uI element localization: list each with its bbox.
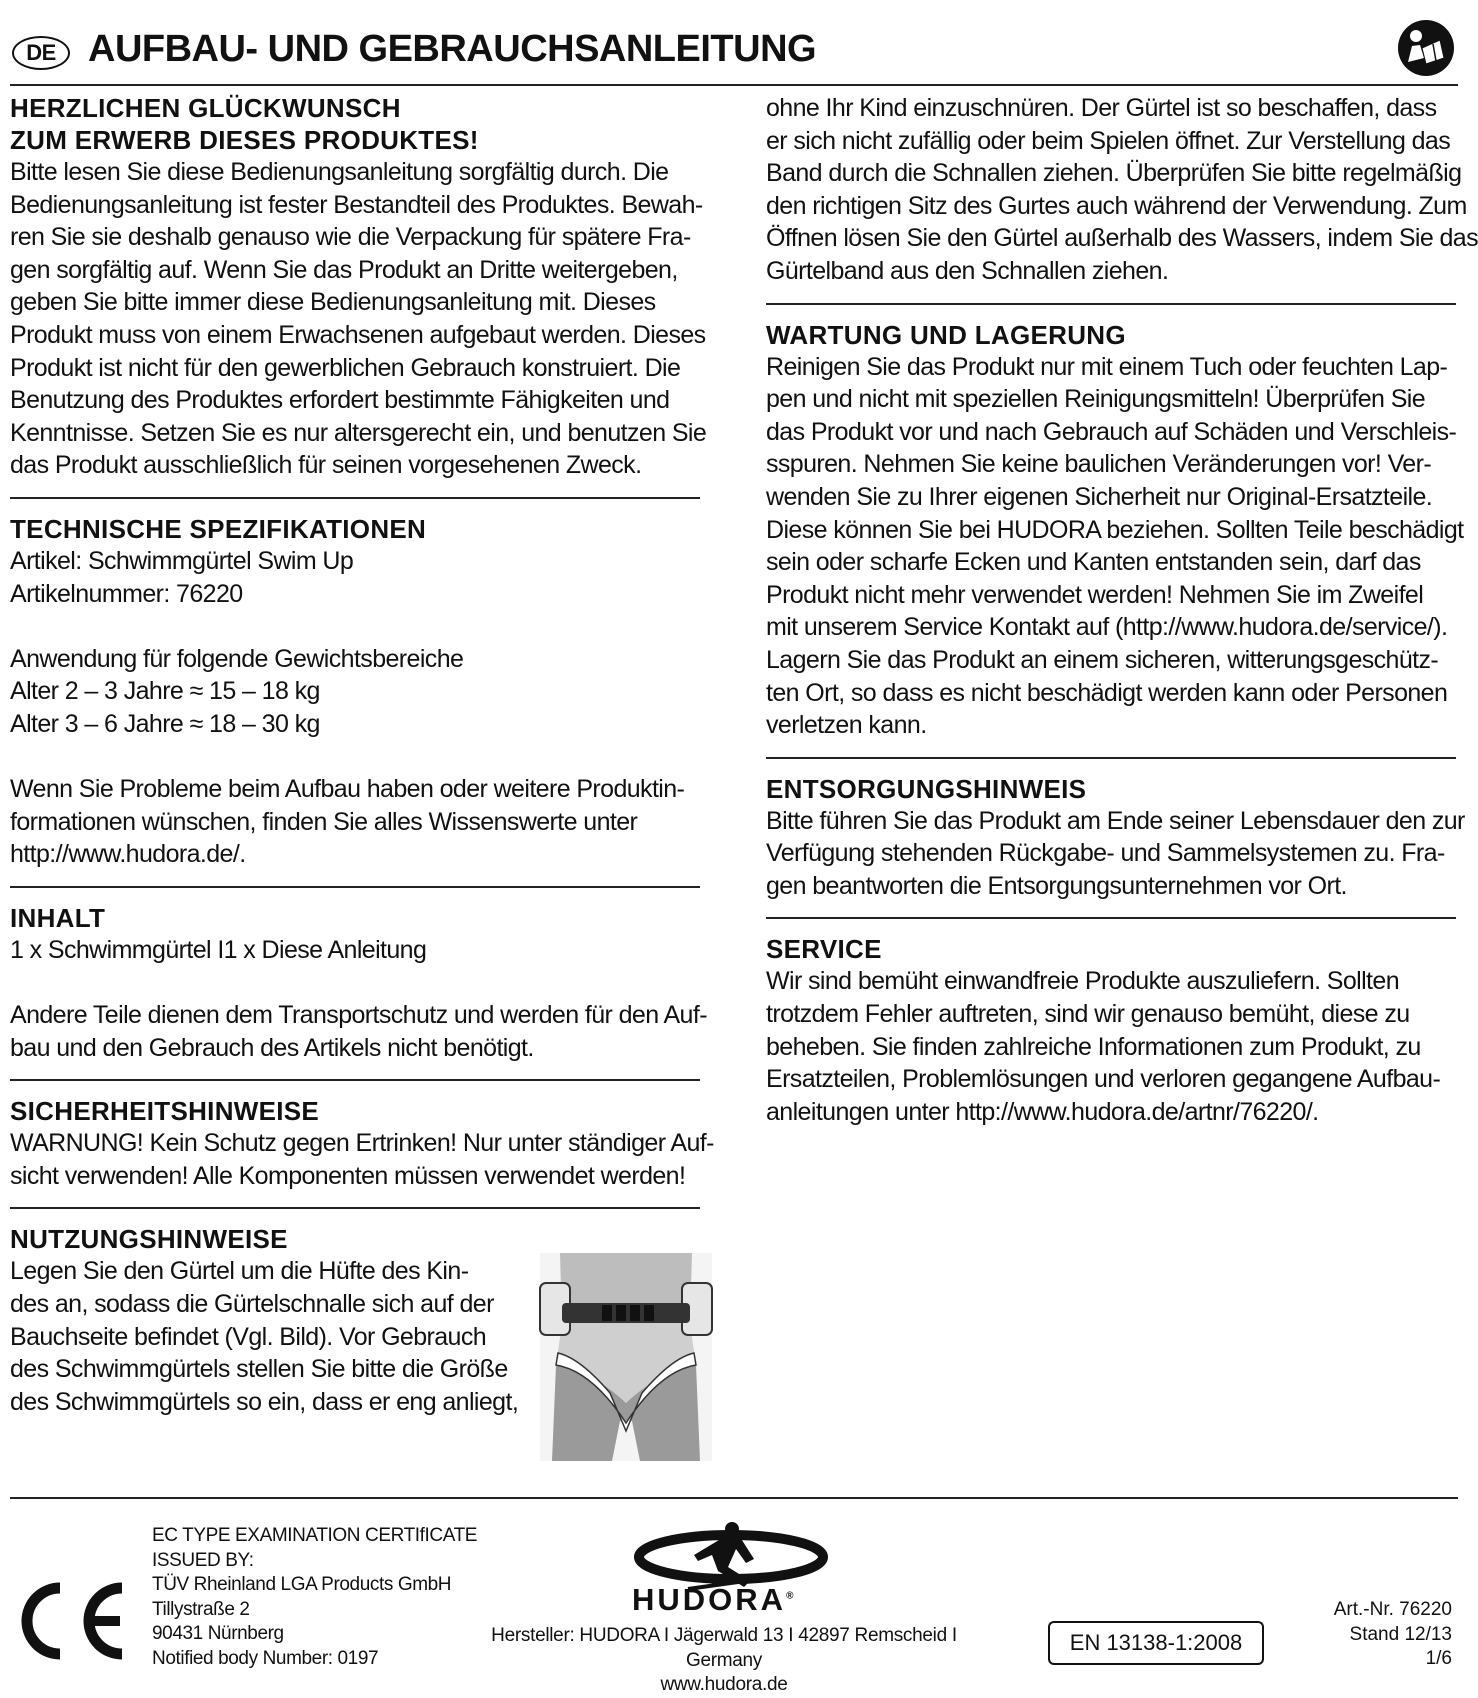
manufacturer-website: www.hudora.de bbox=[660, 1674, 788, 1695]
article-info bbox=[1334, 1598, 1452, 1672]
norm-badge: EN 13138-1:2008 bbox=[1048, 1621, 1264, 1665]
text-line: Bauchseite befindet (Vgl. Bild). Vor Gebrauch bbox=[10, 1322, 487, 1351]
disposal-title: ENTSORGUNGSHINWEIS bbox=[766, 773, 1087, 804]
text-line: des Schwimmgürtels so ein, dass er eng anliegt, bbox=[10, 1387, 519, 1416]
text-line: Produkt ist nicht für den gewerblichen Gebrauch konstruiert. Die bbox=[10, 353, 681, 382]
certificate-info bbox=[152, 1524, 477, 1671]
spec-weights-heading: Anwendung für folgende Gewichtsbereiche bbox=[10, 644, 464, 673]
text-line: den richtigen Sitz des Gurtes auch während der Verwendung. Zum bbox=[766, 191, 1467, 220]
congrats-text bbox=[10, 156, 710, 482]
text-line: Lagern Sie das Produkt an einem sicheren, witterungsgeschütz- bbox=[766, 645, 1439, 674]
manufacturer-address: Hersteller: HUDORA I Jägerwald 13 I 42897 Remscheid I Germany bbox=[491, 1625, 957, 1671]
text-line: sspuren. Nehmen Sie keine baulichen Veränderungen vor! Ver- bbox=[766, 450, 1432, 479]
text-line: ten Ort, so dass es nicht beschädigt werden kann oder Personen bbox=[766, 678, 1448, 707]
text-line: des Schwimmgürtels stellen Sie bitte die Größe bbox=[10, 1355, 508, 1384]
text-line: anleitungen unter http://www.hudora.de/artnr/76220/. bbox=[766, 1097, 1319, 1126]
safety-text bbox=[10, 1127, 714, 1192]
text-line: Bitte führen Sie das Produkt am Ende seiner Lebensdauer den zur bbox=[766, 806, 1465, 835]
text-line: des an, sodass die Gürtelschnalle sich auf der bbox=[10, 1290, 494, 1319]
service-section bbox=[766, 933, 1466, 1128]
text-line: verletzen kann. bbox=[766, 711, 927, 740]
left-column bbox=[10, 92, 714, 1418]
text-line: gen sorgfältig auf. Wenn Sie das Produkt an Dritte weitergeben, bbox=[10, 255, 678, 284]
text-line: Gürtelband aus den Schnallen ziehen. bbox=[766, 256, 1169, 285]
footer-rule bbox=[10, 1497, 1458, 1499]
usage-section bbox=[10, 1223, 710, 1418]
spec-weight-range: Alter 2 – 3 Jahre ≈ 15 – 18 kg bbox=[10, 677, 320, 706]
manufacturer-info bbox=[474, 1624, 974, 1698]
text-line: Verfügung stehenden Rückgabe- und Sammelsystemen zu. Fra- bbox=[766, 839, 1445, 868]
article-number: Art.-Nr. 76220 bbox=[1333, 1599, 1452, 1620]
right-column bbox=[766, 92, 1478, 1128]
text-line: Wir sind bemüht einwandfreie Produkte auszuliefern. Sollten bbox=[766, 967, 1400, 996]
text-line: wenden Sie zu Ihrer eigenen Sicherheit nur Original-Ersatzteile. bbox=[766, 482, 1433, 511]
section-divider bbox=[10, 1207, 700, 1209]
text-line: formationen wünschen, finden Sie alles Wissenswerte unter bbox=[10, 807, 638, 836]
text-line: WARNUNG! Kein Schutz gegen Ertrinken! Nur unter ständiger Auf- bbox=[10, 1129, 714, 1158]
swim-belt-illustration bbox=[540, 1253, 712, 1461]
text-line: Legen Sie den Gürtel um die Hüfte des Kin- bbox=[10, 1257, 469, 1286]
text-line: gen beantworten die Entsorgungsunternehmen vor Ort. bbox=[766, 871, 1347, 900]
text-line: beheben. Sie finden zahlreiche Informationen zum Produkt, zu bbox=[766, 1032, 1421, 1061]
text-line: Produkt nicht mehr verwendet werden! Nehmen Sie im Zweifel bbox=[766, 580, 1424, 609]
text-line: Reinigen Sie das Produkt nur mit einem Tuch oder feuchten Lap- bbox=[766, 352, 1448, 381]
safety-title: SICHERHEITSHINWEISE bbox=[10, 1096, 320, 1127]
text-line: http://www.hudora.de/. bbox=[10, 840, 246, 869]
contents-items: 1 x Schwimmgürtel I1 x Diese Anleitung bbox=[10, 935, 427, 964]
text-line: ren Sie sie deshalb genauso wie die Verpackung für spätere Fra- bbox=[10, 223, 691, 252]
cert-line: Notified body Number: 0197 bbox=[152, 1647, 379, 1669]
service-text bbox=[766, 965, 1466, 1128]
text-line: Kenntnisse. Setzen Sie es nur altersgerecht ein, und benutzen Sie bbox=[10, 418, 707, 447]
text-line: geben Sie bitte immer diese Bedienungsanleitung mit. Dieses bbox=[10, 288, 656, 317]
congrats-title-line-2: ZUM ERWERB DIESES PRODUKTES! bbox=[10, 125, 479, 155]
page-number: 1/6 bbox=[1425, 1648, 1452, 1669]
maintenance-title: WARTUNG UND LAGERUNG bbox=[766, 319, 1126, 350]
safety-section bbox=[10, 1095, 714, 1192]
congrats-title-line-1: HERZLICHEN GLÜCKWUNSCH bbox=[10, 93, 401, 123]
text-line: das Produkt vor und nach Gebrauch auf Schäden und Verschleis- bbox=[766, 417, 1457, 446]
usage-title: NUTZUNGSHINWEISE bbox=[10, 1224, 288, 1255]
maintenance-text bbox=[766, 351, 1466, 742]
usage-text bbox=[10, 1255, 532, 1418]
text-line: er sich nicht zufällig oder beim Spielen öffnet. Zur Verstellung das bbox=[766, 126, 1451, 155]
text-line: Band durch die Schnallen ziehen. Überprüfen Sie bitte regelmäßig bbox=[766, 159, 1462, 188]
disposal-section bbox=[766, 773, 1466, 903]
service-title: SERVICE bbox=[766, 934, 882, 965]
language-badge: DE bbox=[12, 36, 70, 70]
section-divider bbox=[10, 1079, 700, 1081]
text-line: Diese können Sie bei HUDORA beziehen. Sollten Teile beschädigt bbox=[766, 515, 1464, 544]
text-line: Andere Teile dienen dem Transportschutz und werden für den Auf- bbox=[10, 1001, 707, 1030]
text-line: Benutzung des Produktes erfordert bestimmte Fähigkeiten und bbox=[10, 386, 670, 415]
section-divider bbox=[10, 497, 700, 499]
text-line: ohne Ihr Kind einzuschnüren. Der Gürtel ist so beschaffen, dass bbox=[766, 94, 1437, 122]
specs-title: TECHNISCHE SPEZIFIKATIONEN bbox=[10, 513, 427, 544]
cert-line: Tillystraße 2 bbox=[152, 1598, 250, 1620]
section-divider bbox=[766, 303, 1456, 305]
text-line: Produkt muss von einem Erwachsenen aufgebaut werden. Dieses bbox=[10, 320, 706, 349]
text-line: Ersatzteilen, Problemlösungen und verloren gegangene Aufbau- bbox=[766, 1065, 1441, 1094]
text-line: mit unserem Service Kontakt auf (http://www.hudora.de/service/). bbox=[766, 613, 1448, 642]
specs-section bbox=[10, 513, 710, 871]
spec-weight-range: Alter 3 – 6 Jahre ≈ 18 – 30 kg bbox=[10, 709, 320, 738]
disposal-text bbox=[766, 805, 1466, 903]
text-line: sein oder scharfe Ecken und Kanten entstanden sein, darf das bbox=[766, 548, 1421, 577]
read-manual-icon bbox=[1396, 18, 1456, 78]
section-divider bbox=[766, 917, 1456, 919]
contents-title: INHALT bbox=[10, 902, 106, 933]
contents-section bbox=[10, 902, 710, 1064]
spec-article: Artikel: Schwimmgürtel Swim Up bbox=[10, 546, 354, 575]
congrats-section bbox=[10, 92, 710, 482]
section-divider bbox=[766, 757, 1456, 759]
text-line: sicht verwenden! Alle Komponenten müssen verwendet werden! bbox=[10, 1161, 686, 1190]
revision-date: Stand 12/13 bbox=[1349, 1623, 1452, 1645]
contents-text bbox=[10, 934, 710, 1064]
text-line: pen und nicht mit speziellen Reinigungsmitteln! Überprüfen Sie bbox=[766, 385, 1426, 414]
cert-line: ISSUED BY: bbox=[152, 1549, 254, 1571]
text-line: Wenn Sie Probleme beim Aufbau haben oder weitere Produktin- bbox=[10, 775, 685, 804]
text-line: Bedienungsanleitung ist fester Bestandteil des Produktes. Bewah- bbox=[10, 190, 703, 219]
spec-article-number: Artikelnummer: 76220 bbox=[10, 579, 243, 608]
text-line: bau und den Gebrauch des Artikels nicht benötigt. bbox=[10, 1033, 534, 1062]
header-rule bbox=[10, 84, 1458, 86]
cert-line: EC TYPE EXAMINATION CERTIfICATE bbox=[152, 1525, 478, 1546]
maintenance-section bbox=[766, 319, 1466, 742]
ce-mark-icon bbox=[10, 1580, 130, 1662]
specs-text bbox=[10, 545, 710, 871]
section-divider bbox=[10, 886, 700, 888]
text-line: Öffnen lösen Sie den Gürtel außerhalb des Wassers, indem Sie das bbox=[766, 224, 1478, 253]
usage-continued-text bbox=[766, 92, 1478, 288]
text-line: das Produkt ausschließlich für seinen vorgesehenen Zweck. bbox=[10, 451, 642, 480]
cert-line: 90431 Nürnberg bbox=[152, 1623, 284, 1644]
text-line: trotzdem Fehler auftreten, sind wir genauso bemüht, diese zu bbox=[766, 1000, 1410, 1029]
text-line: Bitte lesen Sie diese Bedienungsanleitung sorgfältig durch. Die bbox=[10, 158, 669, 186]
page-title: AUFBAU- UND GEBRAUCHSANLEITUNG bbox=[88, 28, 817, 70]
brand-name: HUDORA® bbox=[632, 1582, 797, 1617]
usage-continued-section bbox=[766, 92, 1478, 288]
cert-line: TÜV Rheinland LGA Products GmbH bbox=[152, 1574, 452, 1595]
